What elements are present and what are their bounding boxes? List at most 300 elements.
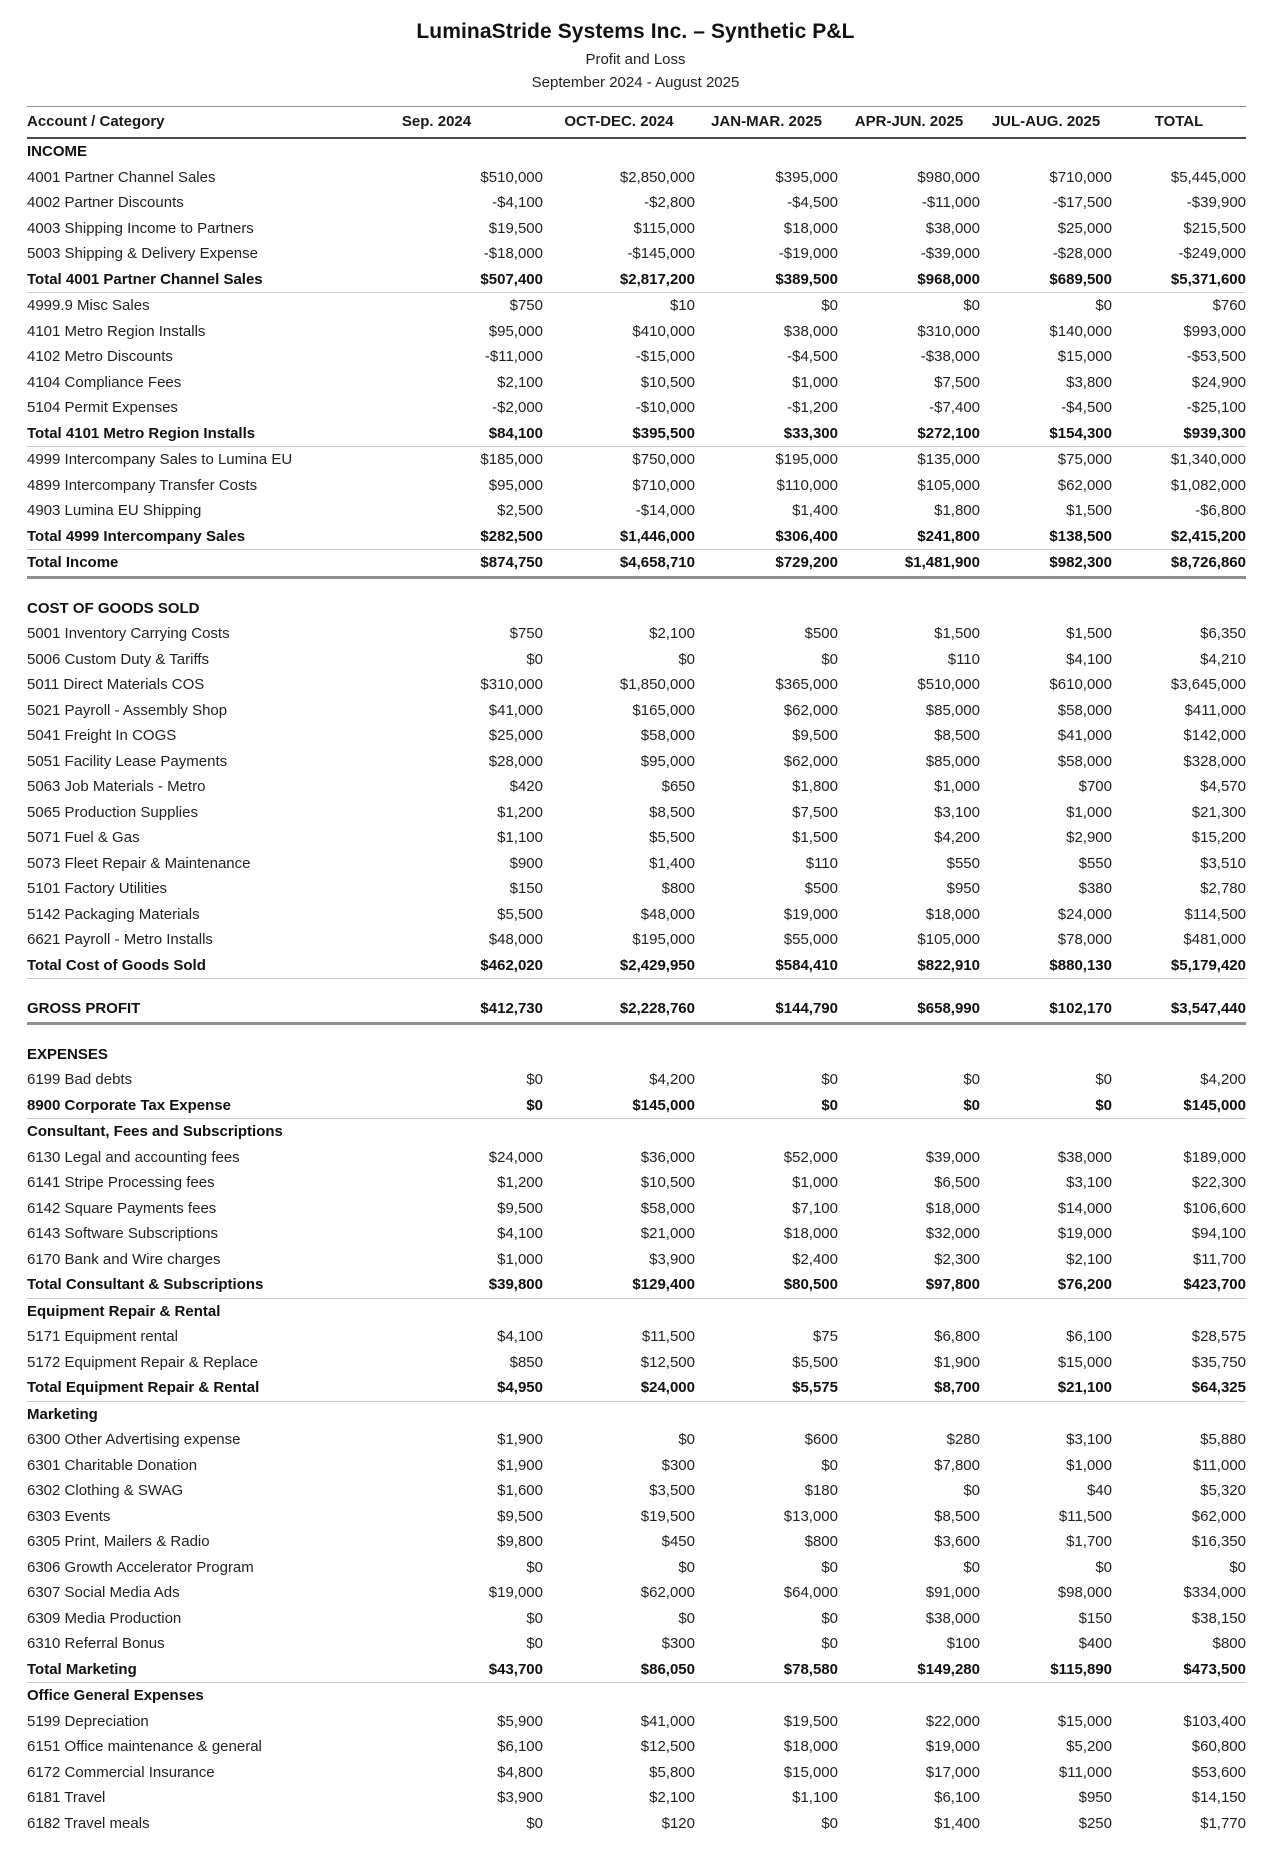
row-value: $1,100 (792, 1789, 838, 1806)
table-row (27, 825, 1246, 851)
row-value: -$25,100 (1186, 399, 1246, 416)
table-row (27, 1272, 1246, 1298)
row-label: 5063 Job Materials - Metro (27, 778, 206, 795)
row-value: $510,000 (480, 168, 543, 186)
row-value (980, 1401, 1112, 1427)
row-value: -$4,500 (787, 194, 838, 211)
row-label: Consultant, Fees and Subscriptions (27, 1123, 283, 1140)
row-value: $3,547,440 (1112, 979, 1246, 1024)
row-value: $306,400 (695, 524, 838, 550)
row-value: $0 (963, 1482, 980, 1499)
row-value: $114,500 (1184, 905, 1246, 923)
row-label: 5071 Fuel & Gas (27, 829, 140, 846)
row-value: $8,700 (838, 1375, 980, 1401)
row-value: $0 (526, 1609, 543, 1627)
row-value: $41,000 (640, 1712, 695, 1730)
row-value: $850 (509, 1353, 543, 1371)
row-value (330, 1683, 543, 1709)
table-row (27, 647, 1246, 673)
table-row (27, 1247, 1246, 1273)
row-value: $165,000 (632, 701, 695, 719)
row-value: $2,900 (1066, 829, 1112, 846)
column-header: APR-JUN. 2025 (838, 107, 980, 139)
table-row (27, 216, 1246, 242)
row-value: $10,500 (640, 1174, 695, 1191)
row-value: $80,500 (695, 1272, 838, 1298)
row-value: $0 (821, 650, 838, 668)
row-value: $241,800 (838, 524, 980, 550)
row-value (980, 138, 1112, 165)
row-value: $1,900 (934, 1353, 980, 1371)
row-value: $19,500 (640, 1507, 695, 1525)
row-label: Office General Expenses (27, 1687, 204, 1704)
row-value: $0 (821, 297, 838, 314)
row-label: 6305 Print, Mailers & Radio (27, 1533, 210, 1550)
row-value: $0 (821, 1814, 838, 1832)
row-value: $195,000 (775, 451, 838, 468)
row-value: $38,000 (1057, 1148, 1112, 1166)
table-row (27, 473, 1246, 499)
row-value (1112, 1298, 1246, 1324)
row-value: $507,400 (330, 267, 543, 293)
row-value (980, 577, 1112, 621)
row-value: $1,850,000 (619, 676, 695, 693)
row-value: $1,900 (497, 1456, 543, 1474)
row-value: $38,000 (925, 1609, 980, 1627)
table-row (27, 577, 1246, 621)
row-value (543, 1298, 695, 1324)
row-value: $500 (804, 625, 838, 642)
table-row (27, 621, 1246, 647)
row-value: $33,300 (695, 421, 838, 447)
row-value: $0 (1095, 297, 1112, 314)
row-value: $97,800 (838, 1272, 980, 1298)
profit-and-loss-table (27, 106, 1246, 1836)
row-label: 5011 Direct Materials COS (27, 676, 205, 693)
row-value: $0 (963, 1071, 980, 1088)
row-label: 4903 Lumina EU Shipping (27, 502, 202, 519)
row-value: $11,000 (1192, 1456, 1246, 1474)
row-value: $710,000 (632, 476, 695, 494)
row-value: $2,400 (792, 1250, 838, 1268)
row-label: COST OF GOODS SOLD (27, 599, 200, 617)
table-row (27, 1375, 1246, 1401)
row-label: 6302 Clothing & SWAG (27, 1482, 184, 1499)
row-value: $110 (947, 650, 980, 668)
row-value: $8,500 (934, 1507, 980, 1525)
row-label: Total Consultant & Subscriptions (27, 1272, 330, 1298)
row-label: 5065 Production Supplies (27, 803, 198, 821)
row-value: $3,900 (649, 1250, 695, 1268)
column-header: JAN-MAR. 2025 (695, 107, 838, 139)
row-value: $120 (661, 1814, 695, 1832)
row-label: 5104 Permit Expenses (27, 399, 178, 416)
row-value (1112, 1023, 1246, 1067)
row-value: $58,000 (640, 1199, 695, 1217)
row-value: $10,500 (640, 373, 695, 391)
row-value: $85,000 (925, 701, 980, 719)
row-value: $650 (661, 778, 695, 795)
row-value: $39,800 (330, 1272, 543, 1298)
row-value: $0 (1095, 1558, 1112, 1576)
row-value: $150 (1078, 1609, 1112, 1627)
report-subtitle: Profit and Loss (585, 51, 686, 68)
table-row (27, 1529, 1246, 1555)
table-row (27, 1683, 1246, 1709)
row-value: $6,350 (1200, 625, 1246, 642)
row-value: $0 (1095, 1071, 1112, 1088)
row-value (838, 138, 980, 165)
table-row (27, 1631, 1246, 1657)
row-value: $800 (661, 880, 695, 897)
row-value: $2,817,200 (543, 267, 695, 293)
row-value: -$249,000 (1178, 245, 1246, 262)
row-value: -$17,500 (1052, 194, 1112, 211)
row-value: $100 (946, 1635, 980, 1652)
table-row (27, 1427, 1246, 1453)
row-label: Marketing (27, 1405, 98, 1423)
row-value: $4,658,710 (543, 550, 695, 578)
row-label: 5001 Inventory Carrying Costs (27, 625, 230, 642)
row-value: $5,500 (792, 1353, 838, 1371)
row-label: 5142 Packaging Materials (27, 905, 200, 923)
table-row (27, 550, 1246, 578)
row-value: $14,000 (1057, 1199, 1112, 1217)
row-label: 4101 Metro Region Installs (27, 322, 206, 340)
row-label: 8900 Corporate Tax Expense (27, 1093, 330, 1119)
row-value (695, 1298, 838, 1324)
row-value: $62,000 (783, 701, 838, 719)
row-value: $4,200 (934, 829, 980, 846)
row-value: $5,900 (497, 1712, 543, 1730)
table-row (27, 165, 1246, 191)
table-row (27, 293, 1246, 319)
row-value (1112, 577, 1246, 621)
row-value: $750 (509, 625, 543, 642)
table-row (27, 1734, 1246, 1760)
row-value: $75 (812, 1328, 838, 1345)
row-value: $4,950 (330, 1375, 543, 1401)
row-value: $129,400 (543, 1272, 695, 1298)
row-value: $15,000 (1057, 1712, 1112, 1730)
row-value: -$39,900 (1186, 194, 1246, 211)
row-value: $4,200 (1200, 1071, 1246, 1088)
row-value: $11,700 (1192, 1250, 1246, 1268)
row-value: $4,100 (497, 1328, 543, 1345)
row-value: $145,000 (1112, 1093, 1246, 1119)
row-value: $58,000 (1057, 701, 1112, 719)
row-value: $11,500 (1058, 1507, 1112, 1525)
row-value (543, 1023, 695, 1067)
row-value: $85,000 (925, 752, 980, 770)
row-value: $310,000 (480, 676, 543, 693)
row-value: $0 (678, 1558, 695, 1576)
row-label: Total 4001 Partner Channel Sales (27, 267, 330, 293)
row-value: $389,500 (695, 267, 838, 293)
row-value (543, 577, 695, 621)
row-value: $24,000 (543, 1375, 695, 1401)
row-value: -$53,500 (1186, 348, 1246, 365)
row-value: $411,000 (1184, 701, 1246, 719)
row-value: $52,000 (783, 1148, 838, 1166)
row-value: $5,179,420 (1112, 953, 1246, 979)
row-value: $1,400 (649, 854, 695, 872)
row-value: $1,700 (1066, 1533, 1112, 1550)
table-row (27, 1785, 1246, 1811)
row-value: $62,000 (640, 1584, 695, 1601)
row-label: 6309 Media Production (27, 1609, 182, 1627)
row-value: $21,300 (1191, 803, 1246, 821)
row-value (980, 1119, 1112, 1145)
table-row (27, 370, 1246, 396)
row-value: $18,000 (783, 219, 838, 237)
row-value: $420 (509, 778, 543, 795)
row-value: $10 (669, 297, 695, 314)
row-value: $7,500 (934, 373, 980, 391)
row-value: $2,780 (1200, 880, 1246, 897)
row-value: $0 (821, 1609, 838, 1627)
row-value: $1,770 (1200, 1814, 1246, 1832)
table-row (27, 1453, 1246, 1479)
row-label: 6199 Bad debts (27, 1071, 133, 1088)
row-value: $4,210 (1200, 650, 1246, 668)
row-value (695, 577, 838, 621)
table-row (27, 979, 1246, 1024)
row-value: $142,000 (1183, 727, 1246, 744)
row-value: $0 (838, 1093, 980, 1119)
row-value: $600 (804, 1431, 838, 1448)
row-value: -$7,400 (929, 399, 980, 416)
table-row (27, 1811, 1246, 1837)
row-value: $939,300 (1112, 421, 1246, 447)
row-label: 5021 Payroll - Assembly Shop (27, 701, 228, 719)
row-label: 6621 Payroll - Metro Installs (27, 931, 213, 948)
row-value: $2,228,760 (543, 979, 695, 1024)
row-value: $40 (1086, 1482, 1112, 1499)
row-value: $3,100 (934, 803, 980, 821)
row-value: $110,000 (776, 476, 838, 494)
row-value: $750 (509, 297, 543, 314)
row-value: -$4,100 (492, 194, 543, 211)
row-value: $412,730 (330, 979, 543, 1024)
row-value: $4,200 (649, 1071, 695, 1088)
row-value: $0 (526, 1558, 543, 1576)
row-value: $91,000 (925, 1584, 980, 1601)
row-label: 6306 Growth Accelerator Program (27, 1558, 254, 1576)
row-value (1112, 138, 1246, 165)
row-value: $14,150 (1191, 1789, 1246, 1806)
column-header: TOTAL (1112, 107, 1246, 139)
table-row (27, 800, 1246, 826)
row-value: $76,200 (980, 1272, 1112, 1298)
row-value: $700 (1078, 778, 1112, 795)
row-label: 4003 Shipping Income to Partners (27, 219, 254, 237)
row-value: $19,500 (783, 1712, 838, 1730)
row-value: $481,000 (1183, 931, 1246, 948)
row-value: $1,100 (497, 829, 543, 846)
row-value: $982,300 (980, 550, 1112, 578)
row-value: $5,500 (649, 829, 695, 846)
table-row (27, 1145, 1246, 1171)
row-value (695, 1023, 838, 1067)
row-value: -$2,000 (492, 399, 543, 416)
row-value: $55,000 (783, 931, 838, 948)
row-value: $15,200 (1191, 829, 1246, 846)
table-row (27, 1170, 1246, 1196)
row-label: 6130 Legal and accounting fees (27, 1148, 240, 1166)
table-row (27, 1221, 1246, 1247)
column-header: JUL-AUG. 2025 (980, 107, 1112, 139)
row-value: $800 (804, 1533, 838, 1550)
row-value: $3,900 (497, 1789, 543, 1806)
row-value: $18,000 (783, 1738, 838, 1755)
row-label: GROSS PROFIT (27, 979, 330, 1024)
row-value: $189,000 (1183, 1148, 1246, 1166)
table-row (27, 749, 1246, 775)
row-value: $0 (963, 1558, 980, 1576)
row-value (980, 1683, 1112, 1709)
row-value (543, 1119, 695, 1145)
row-value: $115,890 (980, 1657, 1112, 1683)
row-label: 5051 Facility Lease Payments (27, 752, 228, 770)
row-value: $250 (1078, 1814, 1112, 1832)
row-value (838, 1119, 980, 1145)
row-value: $110 (805, 854, 838, 872)
row-value (980, 1298, 1112, 1324)
row-value: $0 (526, 1635, 543, 1652)
row-value: $78,580 (695, 1657, 838, 1683)
row-value: $584,410 (695, 953, 838, 979)
row-value (838, 1298, 980, 1324)
row-value: $1,200 (497, 803, 543, 821)
table-row (27, 1504, 1246, 1530)
row-value: $5,500 (497, 905, 543, 923)
row-value: $280 (946, 1431, 980, 1448)
row-value: $9,500 (497, 1507, 543, 1525)
row-value: $874,750 (330, 550, 543, 578)
row-value: $1,340,000 (1170, 451, 1246, 468)
table-row (27, 774, 1246, 800)
row-value: $550 (1078, 854, 1112, 872)
row-value: $140,000 (1049, 322, 1112, 340)
row-value: $16,350 (1191, 1533, 1246, 1550)
row-value: $145,000 (543, 1093, 695, 1119)
table-row (27, 1606, 1246, 1632)
row-value: $0 (678, 1609, 695, 1627)
row-value: $328,000 (1183, 752, 1246, 770)
table-row (27, 902, 1246, 928)
row-value: $4,100 (1066, 650, 1112, 668)
row-label: EXPENSES (27, 1045, 108, 1063)
row-value: $410,000 (632, 322, 695, 340)
row-value: $5,575 (695, 1375, 838, 1401)
row-label: 4102 Metro Discounts (27, 348, 173, 365)
row-value: $185,000 (480, 451, 543, 468)
row-value: $980,000 (917, 168, 980, 186)
row-label: 6143 Software Subscriptions (27, 1225, 218, 1242)
row-value: $62,000 (1191, 1507, 1246, 1525)
row-value: $0 (695, 1093, 838, 1119)
row-value: $11,000 (1058, 1763, 1112, 1781)
row-value: $3,800 (1066, 373, 1112, 391)
row-value (330, 1401, 543, 1427)
table-row (27, 421, 1246, 447)
row-value: $19,000 (488, 1584, 543, 1601)
row-label: 6182 Travel meals (27, 1814, 150, 1832)
row-value: $1,800 (934, 502, 980, 519)
row-value: -$28,000 (1052, 245, 1112, 262)
table-row (27, 1093, 1246, 1119)
row-value: $28,575 (1191, 1328, 1246, 1345)
row-value: $9,500 (497, 1199, 543, 1217)
row-value: $98,000 (1057, 1584, 1112, 1601)
row-value: $22,300 (1191, 1174, 1246, 1191)
row-label: 6301 Charitable Donation (27, 1456, 198, 1474)
row-label: Equipment Repair & Rental (27, 1302, 221, 1320)
row-value: $18,000 (925, 905, 980, 923)
table-row (27, 319, 1246, 345)
row-label: 6300 Other Advertising expense (27, 1431, 241, 1448)
row-value: $450 (661, 1533, 695, 1550)
row-value: $900 (509, 854, 543, 872)
row-value: $62,000 (1057, 476, 1112, 494)
row-value: $1,446,000 (543, 524, 695, 550)
row-value (1112, 1119, 1246, 1145)
row-value (838, 1401, 980, 1427)
row-value: $9,800 (497, 1533, 543, 1550)
row-value: $2,100 (1066, 1250, 1112, 1268)
table-row (27, 672, 1246, 698)
table-row (27, 1478, 1246, 1504)
row-value: -$10,000 (635, 399, 695, 416)
table-row (27, 267, 1246, 293)
row-value: $48,000 (488, 931, 543, 948)
row-value: $24,000 (488, 1148, 543, 1166)
row-label: Total 4999 Intercompany Sales (27, 524, 330, 550)
row-value (695, 1119, 838, 1145)
row-value: $24,000 (1057, 905, 1112, 923)
row-value: -$11,000 (921, 194, 980, 211)
row-value: $144,790 (695, 979, 838, 1024)
row-value: $1,000 (792, 373, 838, 391)
row-label: 4002 Partner Discounts (27, 194, 184, 211)
row-value: $0 (678, 650, 695, 668)
row-value: $19,500 (488, 219, 543, 237)
row-value (330, 577, 543, 621)
row-value: $15,000 (1057, 1353, 1112, 1371)
row-value: $1,500 (1066, 502, 1112, 519)
row-value: $53,600 (1191, 1763, 1246, 1781)
row-label: 6172 Commercial Insurance (27, 1763, 215, 1781)
table-row (27, 1401, 1246, 1427)
row-value: $75,000 (1057, 451, 1112, 468)
row-value: $149,280 (838, 1657, 980, 1683)
row-label: 4899 Intercompany Transfer Costs (27, 476, 258, 494)
row-value: $334,000 (1183, 1584, 1246, 1601)
row-value: $36,000 (640, 1148, 695, 1166)
row-value (695, 1683, 838, 1709)
row-value: $24,900 (1191, 373, 1246, 391)
row-value: $710,000 (1049, 168, 1112, 186)
table-row (27, 851, 1246, 877)
row-value: $1,900 (497, 1431, 543, 1448)
row-value: $95,000 (488, 322, 543, 340)
row-value: $1,600 (497, 1482, 543, 1499)
row-label: Total Cost of Goods Sold (27, 953, 330, 979)
row-value: $21,100 (980, 1375, 1112, 1401)
report-header (0, 0, 1271, 91)
row-value: $1,500 (1066, 625, 1112, 642)
